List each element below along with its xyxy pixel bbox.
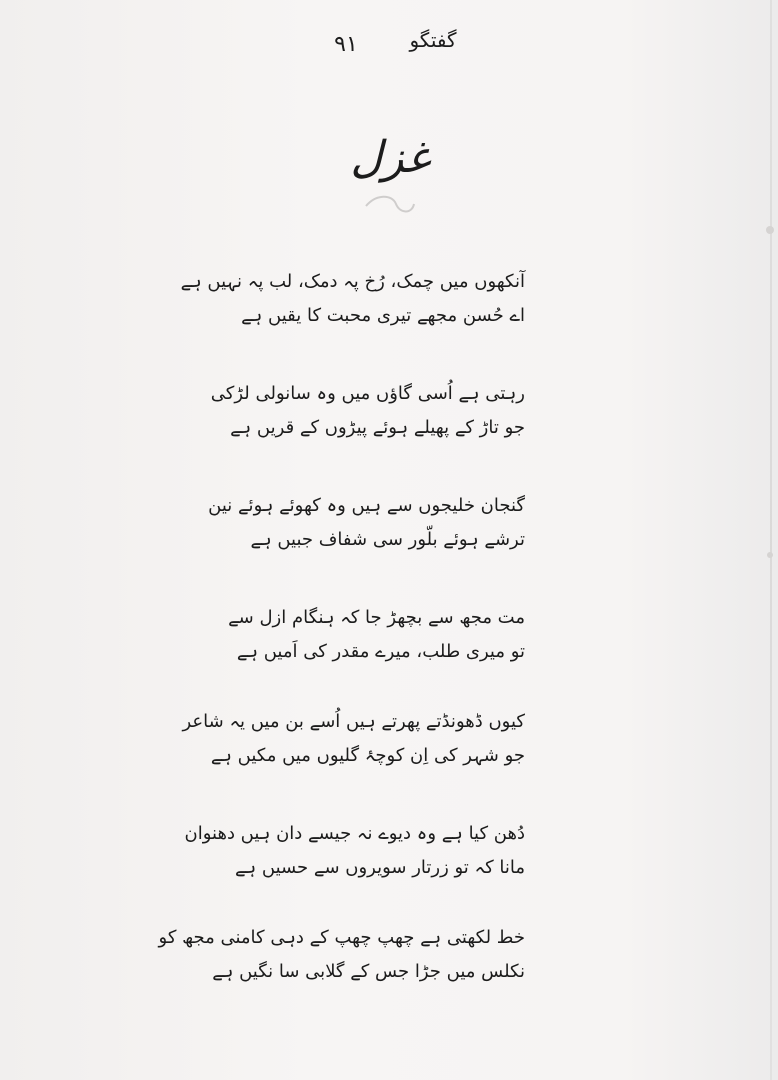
page-header bbox=[0, 28, 778, 68]
verse-line: ترشے ہوئے بلّور سی شفاف جبیں ہے bbox=[250, 529, 525, 550]
couplet bbox=[182, 705, 525, 773]
couplet bbox=[210, 377, 525, 445]
verse-line: مانا کہ تو زرتار سویروں سے حسیں ہے bbox=[235, 857, 525, 878]
verse-line: خط لکھتی ہے چھپ چھپ کے دہی کامنی مجھ کو bbox=[158, 927, 525, 948]
verse-line: تو میری طلب، میرے مقدر کی اَمیں ہے bbox=[236, 641, 525, 662]
title-block bbox=[300, 132, 480, 232]
verse-line: جو شہر کی اِن کوچۂ گلیوں میں مکیں ہے bbox=[210, 745, 525, 766]
verse-line: دُھن کیا ہے وہ دیوے نہ جیسے دان ہیں دھنوان bbox=[184, 823, 525, 844]
couplet bbox=[184, 817, 525, 885]
verse-line: مت مجھ سے بچھڑ جا کہ ہنگام ازل سے bbox=[228, 607, 525, 628]
couplet bbox=[208, 489, 525, 557]
couplet bbox=[228, 601, 525, 669]
verse-line: نکلس میں جڑا جس کے گلابی سا نگیں ہے bbox=[212, 961, 525, 982]
couplet bbox=[180, 265, 525, 333]
verse-line: آنکھوں میں چمک، رُخ پہ دمک، لب پہ نہیں ہے bbox=[180, 271, 525, 292]
page-edge bbox=[770, 0, 772, 1080]
running-title: گفتگو bbox=[409, 28, 457, 52]
verse-line: رہتی ہے اُسی گاؤں میں وہ سانولی لڑکی bbox=[210, 383, 525, 404]
verse-line: اے حُسن مجھے تیری محبت کا یقیں ہے bbox=[241, 305, 525, 326]
verse-line: جو تاڑ کے پھیلے ہوئے پیڑوں کے قریں ہے bbox=[230, 417, 525, 438]
binding-hole bbox=[766, 226, 774, 234]
flourish-ornament bbox=[362, 192, 418, 216]
verse-line: کیوں ڈھونڈتے پھرتے ہیں اُسے بن میں یہ شاعر bbox=[182, 711, 525, 732]
page-number: ۹۱ bbox=[334, 32, 358, 57]
binding-hole bbox=[767, 552, 773, 558]
couplet bbox=[158, 921, 525, 989]
ghazal-title: غزل bbox=[350, 132, 430, 183]
verse-line: گنجان خلیجوں سے ہیں وہ کھوئے ہوئے نین bbox=[208, 495, 525, 516]
